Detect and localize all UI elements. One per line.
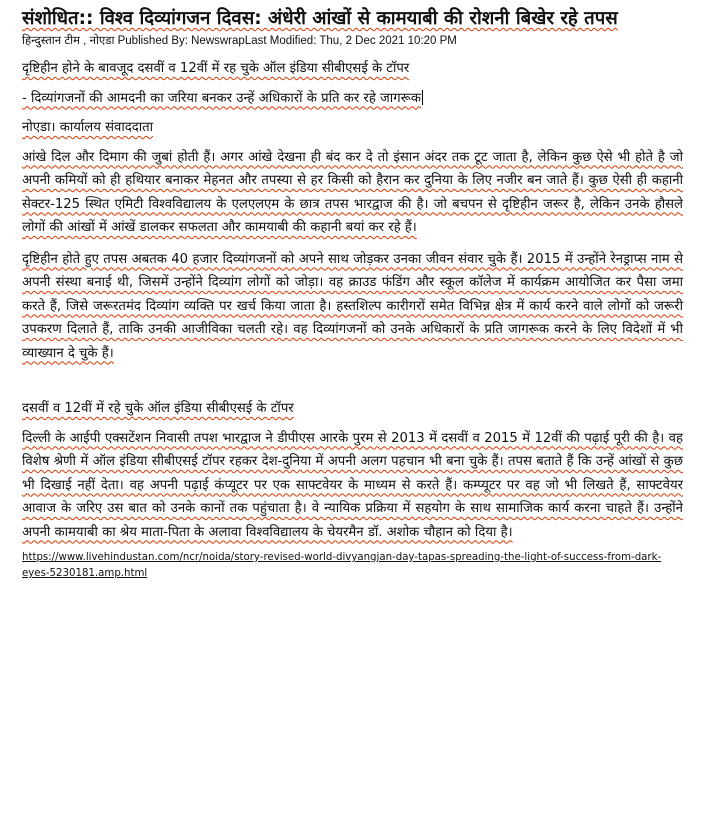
- subhead-empowerment: - दिव्यांगजनों की आमदनी का जरिया बनकर उन्हें अधिकारों के प्रति कर रहे जागरूक: [22, 90, 422, 106]
- source-link[interactable]: https://www.livehindustan.com/ncr/noida/story-revised-world-divyangjan-day-tapas-spreading-the-light-of-success-from-dark-eyes-5230181.amp.html: [22, 552, 662, 579]
- paragraph-intro: आंखे दिल और दिमाग की जुबां होती हैं। अगर आंखे देखना ही बंद कर दे तो इंसान अंदर तक टूट जाता है, लेकिन कुछ ऐसे भी होते है जो अपनी कमियों को ही हथियार बनाकर मेहनत और तपस्या से हर किसी को हैरान कर दुनिया के लिए नजीर बन जाते हैं। कुछ ऐसी ही कहानी सेक्टर-125 स्थित एमिटी विश्वविद्यालय के एलएलएम के छात्र तपस भारद्वाज की है। जो बचपन से दृष्टिहीन जरूर है, लेकिन उनके हौसले लोगों की आंखों में आंखें डालकर सफलता और कामयाबी की कहानी बयां कर रहे हैं।: [22, 149, 683, 235]
- paragraph-education: दिल्ली के आईपी एक्सटेंशन निवासी तपश भारद्वाज ने डीपीएस आरके पुरम से 2013 में दसवीं व 2015 में 12वीं की पढ़ाई पूरी की है। वह विशेष श्रेणी में ऑल इंडिया सीबीएसई टॉपर रहकर देश-दुनिया में अपनी अलग पहचान भी बना चुके हैं। तपस बताते हैं कि उन्हें आंखों से कुछ भी दिखाई नहीं देता। वह अपनी पढ़ाई कंप्यूटर पर एक साफ्टवेयर के माध्यम से करते हैं। कम्प्यूटर पर वह जो भी लिखते हैं, साफ्टवेयर आवाज के जरिए उस बात को उनके कानों तक पहुंचाता है। वे न्यायिक प्रक्रिया में सहयोग के साथ सामाजिक कार्य करना चाहते हैं। उन्होंने अपनी कामयाबी का श्रेय माता-पिता के अलावा विश्वविद्यालय के चेयरमैन डॉ. अशोक चौहान को दिया है।: [22, 430, 683, 540]
- byline-dateline: हिन्दुस्तान टीम , नोएडा Published By: NewswrapLast Modified: Thu, 2 Dec 2021 10:20 PM: [22, 35, 457, 47]
- text-cursor: [422, 90, 423, 105]
- dateline: नोएडा। कार्यालय संवाददाता: [22, 120, 154, 135]
- subhead-toppers: दृष्टिहीन होने के बावजूद दसवीं व 12वीं में रह चुके ऑल इंडिया सीबीएसई के टॉपर: [22, 61, 410, 76]
- paragraph-raindrops: दृष्टिहीन होते हुए तपस अबतक 40 हजार दिव्यांगजनों को अपने साथ जोड़कर उनका जीवन संवार चुके हैं। 2015 में उन्होंने रेनड्राप्स नाम से अपनी संस्था बनाई थी, जिसमें उन्होंने दिव्यांग लोगों को जोड़ा। वह क्राउड फंडिंग और स्कूल कॉलेज में कार्यक्रम आयोजित कर पैसा जमा करते हैं, जिसे जरूरतमंद दिव्यांग व्यक्ति पर खर्च किया जाता है। हस्तशिल्प कारीगरों समेत विभिन्न क्षेत्र में कार्य करने वाले लोगों को जरूरी उपकरण दिलाते हैं, ताकि उनकी आजीविका चलती रहे। वह दिव्यांगजनों को उनके अधिकारों के प्रति जागरूक करने के लिए विदेशों में भी व्याख्यान दे चुके हैं।: [22, 251, 683, 361]
- article-meta: [22, 33, 683, 49]
- article-title: संशोधित:: विश्व दिव्यांगजन दिवस: अंधेरी आंखों से कामयाबी की रोशनी बिखेर रहे तपस: [22, 8, 618, 29]
- subhead-cbse-topper: दसवीं व 12वीं में रहे चुके ऑल इंडिया सीबीएसई के टॉपर: [22, 401, 294, 416]
